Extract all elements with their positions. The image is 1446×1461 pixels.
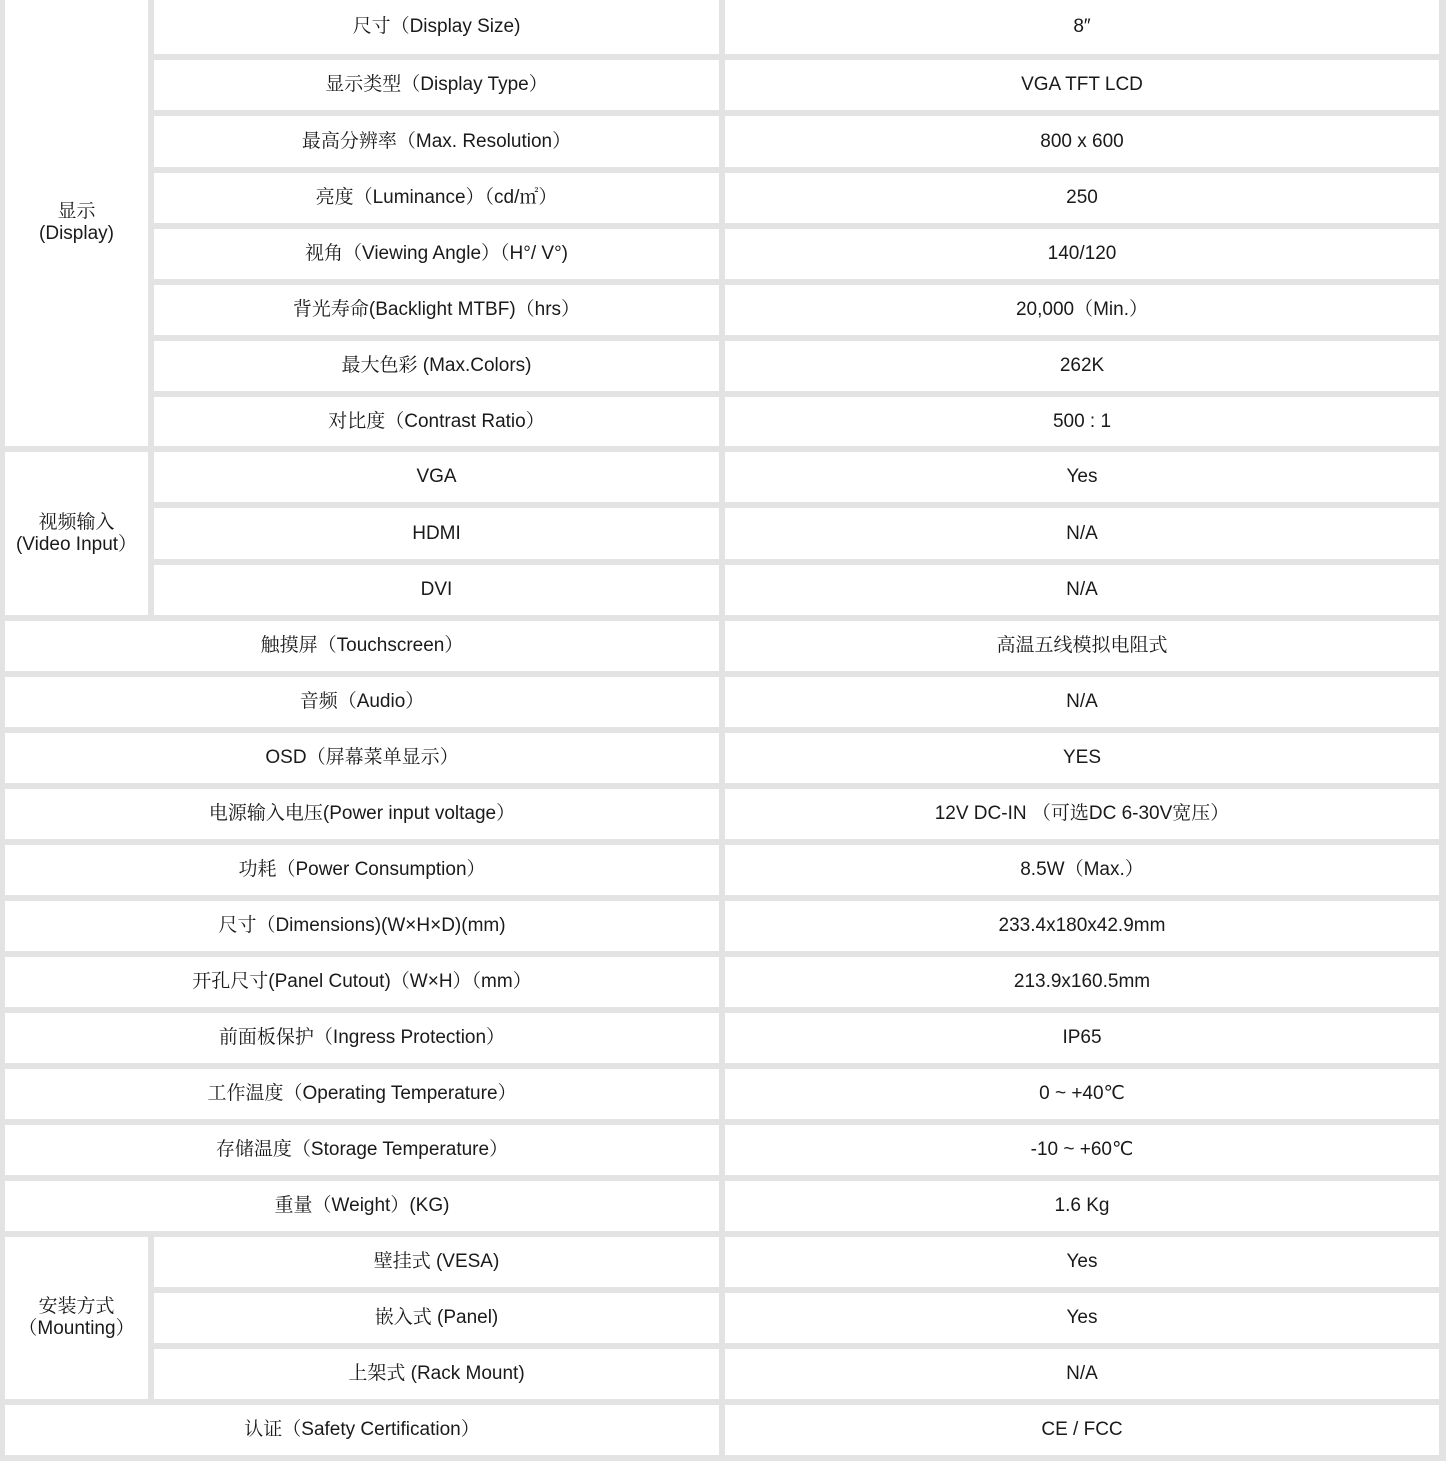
- spec-value: N/A: [725, 1349, 1439, 1399]
- spec-label: 前面板保护（Ingress Protection）: [5, 1013, 719, 1063]
- spec-value: N/A: [725, 677, 1439, 727]
- spec-label: 电源输入电压(Power input voltage）: [5, 789, 719, 839]
- spec-label: 上架式 (Rack Mount): [154, 1349, 719, 1399]
- spec-label: 嵌入式 (Panel): [154, 1293, 719, 1343]
- spec-label: 对比度（Contrast Ratio）: [154, 397, 719, 446]
- spec-value: 0 ~ +40℃: [725, 1069, 1439, 1119]
- spec-value: 12V DC-IN （可选DC 6-30V宽压）: [725, 789, 1439, 839]
- spec-label: OSD（屏幕菜单显示）: [5, 733, 719, 783]
- spec-value: 140/120: [725, 229, 1439, 279]
- spec-value: VGA TFT LCD: [725, 60, 1439, 110]
- spec-value: 250: [725, 173, 1439, 223]
- spec-value: N/A: [725, 508, 1439, 559]
- spec-label: 工作温度（Operating Temperature）: [5, 1069, 719, 1119]
- spec-label: 尺寸（Display Size): [154, 0, 719, 54]
- group-mounting-title: 安装方式: [38, 1296, 115, 1317]
- group-video-input: [5, 452, 148, 615]
- spec-value: 800 x 600: [725, 116, 1439, 167]
- group-display-subtitle: (Display): [39, 223, 114, 244]
- spec-label: DVI: [154, 565, 719, 615]
- spec-label: 视角（Viewing Angle）（H°/ V°): [154, 229, 719, 279]
- spec-label: 认证（Safety Certification）: [5, 1405, 719, 1455]
- group-video-input-title: 视频输入: [38, 511, 115, 533]
- spec-value: Yes: [725, 452, 1439, 502]
- spec-value: N/A: [725, 565, 1439, 615]
- spec-label: 最大色彩 (Max.Colors): [154, 341, 719, 391]
- spec-value: Yes: [725, 1293, 1439, 1343]
- spec-value: Yes: [725, 1237, 1439, 1287]
- group-mounting: [5, 1237, 148, 1399]
- spec-label: 尺寸（Dimensions)(W×H×D)(mm): [5, 901, 719, 951]
- spec-value: 1.6 Kg: [725, 1181, 1439, 1231]
- group-display-title: 显示: [57, 201, 96, 222]
- group-mounting-subtitle: （Mounting）: [18, 1318, 135, 1339]
- spec-value: 20,000（Min.）: [725, 285, 1439, 335]
- spec-value: 8.5W（Max.）: [725, 845, 1439, 895]
- spec-value: 262K: [725, 341, 1439, 391]
- group-display: [5, 0, 148, 446]
- spec-label: 壁挂式 (VESA): [154, 1237, 719, 1287]
- spec-value: YES: [725, 733, 1439, 783]
- spec-label: 重量（Weight）(KG): [5, 1181, 719, 1231]
- spec-value: CE / FCC: [725, 1405, 1439, 1455]
- spec-label: 音频（Audio）: [5, 677, 719, 727]
- spec-label: 亮度（Luminance）（cd/㎡）: [154, 173, 719, 223]
- spec-value: IP65: [725, 1013, 1439, 1063]
- spec-label: 功耗（Power Consumption）: [5, 845, 719, 895]
- spec-value: 500 : 1: [725, 397, 1439, 446]
- spec-value: 213.9x160.5mm: [725, 957, 1439, 1007]
- spec-label: HDMI: [154, 508, 719, 559]
- spec-label: 存储温度（Storage Temperature）: [5, 1125, 719, 1175]
- spec-label: 背光寿命(Backlight MTBF)（hrs）: [154, 285, 719, 335]
- spec-label: 开孔尺寸(Panel Cutout)（W×H）（mm）: [5, 957, 719, 1007]
- group-video-input-subtitle: (Video Input）: [15, 533, 138, 555]
- spec-label: 最高分辨率（Max. Resolution）: [154, 116, 719, 167]
- spec-value: -10 ~ +60℃: [725, 1125, 1439, 1175]
- spec-value: 8″: [725, 0, 1439, 54]
- spec-value: 高温五线模拟电阻式: [725, 621, 1439, 671]
- spec-value: 233.4x180x42.9mm: [725, 901, 1439, 951]
- spec-label: VGA: [154, 452, 719, 502]
- spec-label: 显示类型（Display Type）: [154, 60, 719, 110]
- spec-label: 触摸屏（Touchscreen）: [5, 621, 719, 671]
